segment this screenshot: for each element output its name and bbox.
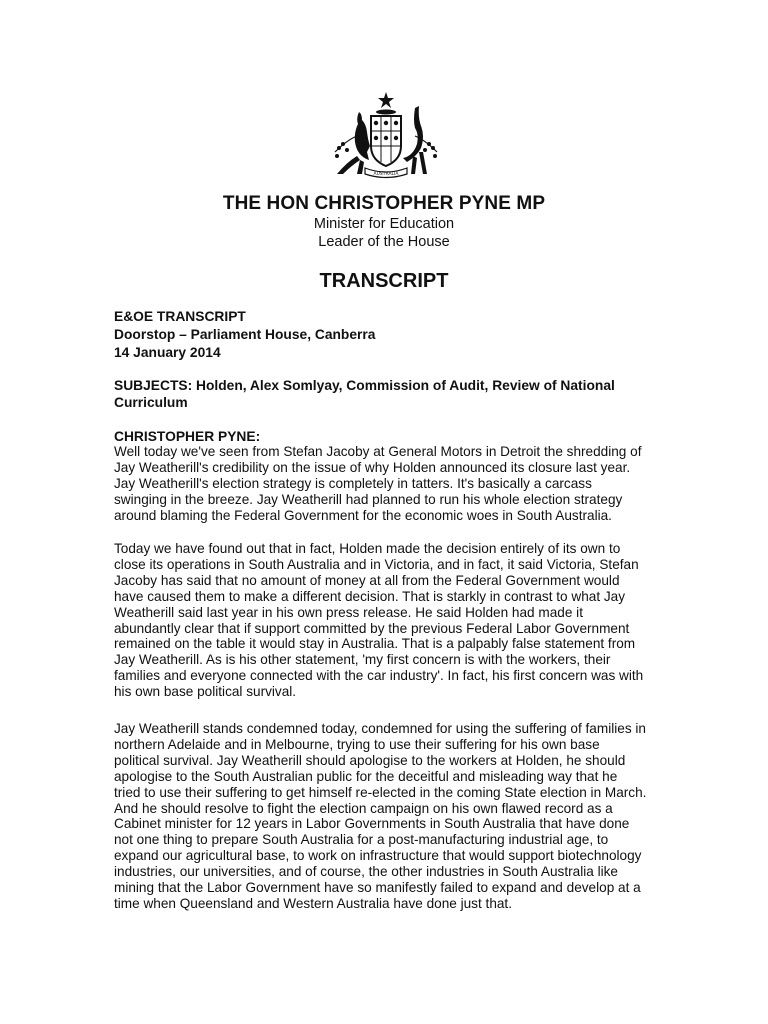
text-line: abundantly clear that if support committed by the previous Federal Labor Government <box>114 620 630 636</box>
subjects-list <box>114 377 654 411</box>
text-line: his own base political survival. <box>114 684 297 700</box>
text-line: time when Queensland and Western Australia have done just that. <box>114 895 512 911</box>
text-line: Jacoby has said that no amount of money at all from the Federal Government would <box>114 572 620 588</box>
minister-role: Minister for Education <box>313 216 455 232</box>
text-line: mining that the Labor Government have so manifestly failed to expand and develop at a <box>114 880 641 896</box>
coat-of-arms-icon <box>327 90 445 182</box>
text-line: Jay Weatherill's election strategy is completely in tatters. It's basically a carcass <box>114 475 592 491</box>
text-line: apologise to the South Australian public for the deceitful and misleading way that he <box>114 768 618 784</box>
text-line: Jay Weatherill stands condemned today, condemned for using the suffering of families in <box>114 721 646 736</box>
paragraph-3 <box>114 721 674 912</box>
text-line: Jay Weatherill. As is his other statement, 'my first concern is with the workers, their <box>114 652 611 668</box>
subjects-line: SUBJECTS: Holden, Alex Somlyay, Commission of Audit, Review of National <box>114 378 615 393</box>
transcript-label: E&OE TRANSCRIPT <box>114 309 246 324</box>
paragraph-1 <box>114 444 674 524</box>
text-line: remained on the table it would stay in Australia. That is a palpably false statement from <box>114 636 636 652</box>
event-location: Doorstop – Parliament House, Canberra <box>114 327 376 342</box>
paragraph-2 <box>114 541 674 700</box>
crest-motto: AUSTRALIA <box>373 172 399 177</box>
transcript-meta <box>114 308 375 362</box>
transcript-date: 14 January 2014 <box>114 345 221 360</box>
text-line: not one thing to prepare South Australia for a post-manufacturing industrial age, to <box>114 832 609 848</box>
text-line: swinging in the breeze. Jay Weatherill had planned to run his whole election strategy <box>114 491 623 507</box>
text-line: Today we have found out that in fact, Holden made the decision entirely of its own to <box>114 541 621 556</box>
text-line: Cabinet minister for 12 years in Labor Governments in South Australia that have done <box>114 816 630 832</box>
minister-name: THE HON CHRISTOPHER PYNE MP <box>222 193 546 214</box>
document-type-heading: TRANSCRIPT <box>319 270 449 292</box>
text-line: close its operations in South Australia and in Victoria, and in fact, it said Victoria, Stefan <box>114 556 639 572</box>
text-line: northern Adelaide and in Melbourne, trying to use their suffering for his own base <box>114 736 600 752</box>
text-line: industries, our universities, and of course, the other industries in South Australia like <box>114 864 618 880</box>
text-line: tried to use their suffering to get himself re-elected in the coming State election in March. <box>114 784 647 800</box>
house-role: Leader of the House <box>318 234 450 250</box>
text-line: Jay Weatherill's credibility on the issue of why Holden announced its closure last year. <box>114 459 631 475</box>
text-line: around blaming the Federal Government for the economic woes in South Australia. <box>114 507 612 523</box>
text-line: families and everyone connected with the car industry'. In fact, his first concern was with <box>114 668 644 684</box>
text-line: Weatherill said last year in his own press release. He said Holden had made it <box>114 604 583 620</box>
text-line: expand our agricultural base, to work on infrastructure that would support biotechnology <box>114 848 642 864</box>
subjects-line: Curriculum <box>114 395 188 410</box>
text-line: And he should resolve to fight the election campaign on his own flawed record as a <box>114 800 613 816</box>
text-line: have caused them to make a different decision. That is starkly in contrast to what Jay <box>114 588 626 604</box>
text-line: Well today we've seen from Stefan Jacoby at General Motors in Detroit the shredding of <box>114 444 642 459</box>
speaker-name: CHRISTOPHER PYNE: <box>114 429 261 444</box>
text-line: political survival. Jay Weatherill should apologise to the workers at Holden, he should <box>114 752 626 768</box>
